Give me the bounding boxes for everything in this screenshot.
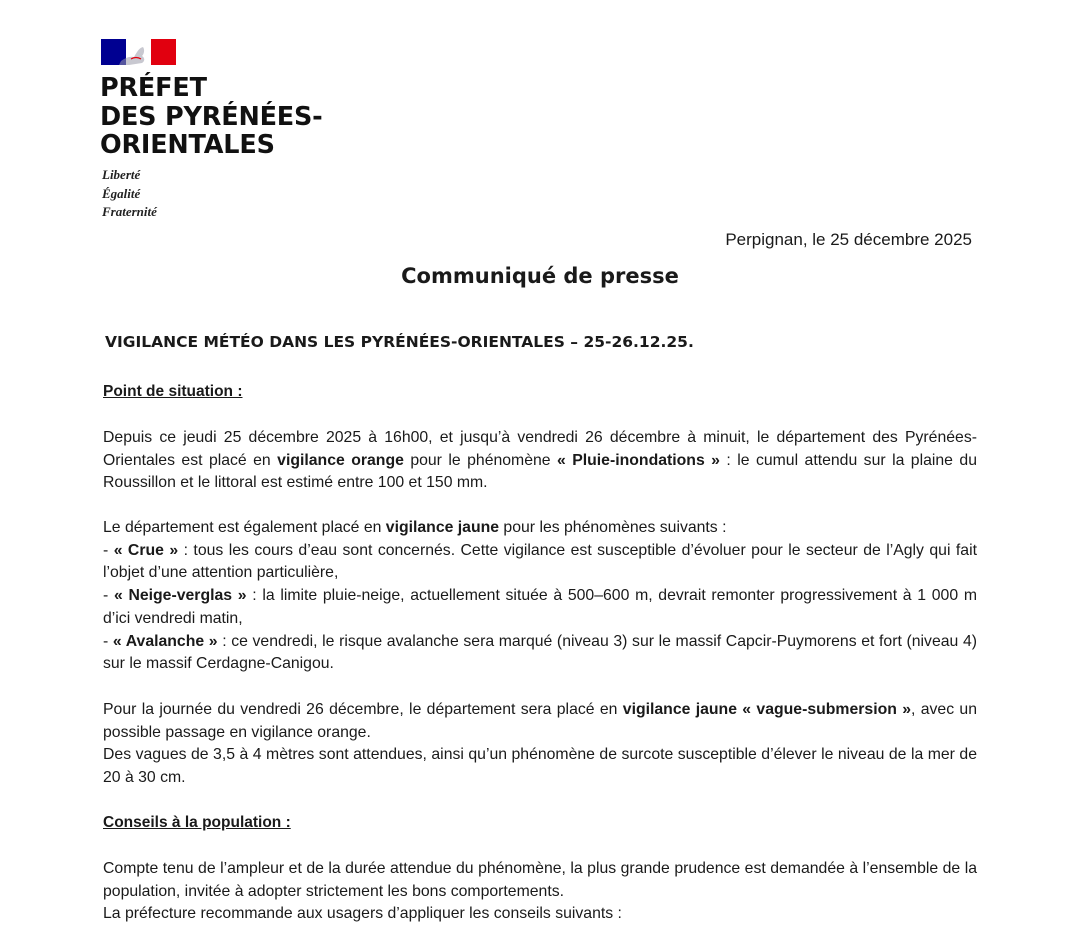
list-item-label: « Avalanche » — [112, 632, 218, 650]
text-run: pour le phénomène — [403, 451, 557, 469]
text-run: Le département est également placé en — [103, 519, 386, 536]
text-run: Depuis ce jeudi 25 décembre 2025 à 16h00, et jusqu’à vendredi 26 décembre à minuit, le département des Pyrénées-Orientales est placé en — [103, 429, 977, 469]
list-item — [103, 585, 977, 630]
list-item-text: : tous les cours d’eau sont concernés. Cette vigilance est susceptible d’évoluer pour le secteur de l’Agly qui fait l’objet d’une attention particulière, — [103, 541, 977, 582]
list-dash: - — [103, 587, 114, 605]
motto-line: Égalité — [102, 185, 141, 201]
emphasis-submersion-vigilance: vigilance jaune « vague-submersion » — [622, 701, 911, 718]
date-location: Perpignan, le 25 décembre 2025 — [725, 230, 972, 249]
prefecture-logo-title — [100, 74, 323, 160]
list-item-label: « Crue » — [113, 541, 179, 559]
situation-paragraph-1 — [103, 427, 977, 495]
motto-line: Fraternité — [102, 204, 157, 219]
list-dash: - — [103, 541, 114, 559]
text-run: , avec un possible passage en vigilance orange. — [103, 701, 977, 741]
submersion-vigilance-text — [103, 699, 977, 744]
emphasis-phenomenon: « Pluie-inondations » — [557, 451, 720, 469]
list-item — [103, 631, 977, 676]
document-headline: VIGILANCE MÉTÉO DANS LES PYRÉNÉES-ORIENTALES – 25-26.12.25. — [105, 333, 694, 351]
text-run: Pour la journée du vendredi 26 décembre, le département sera placé en — [103, 701, 623, 718]
situation-paragraph-3 — [103, 699, 977, 790]
motto-line: Liberté — [102, 167, 141, 182]
text-run: : le cumul attendu sur la plaine du Roussillon et le littoral est estimé entre 100 et 150 mm. — [103, 451, 977, 492]
advice-recommendation: La préfecture recommande aux usagers d’appliquer les conseils suivants : — [103, 905, 622, 923]
list-item-text: : ce vendredi, le risque avalanche sera marqué (niveau 3) sur le massif Capcir-Puymorens et fort (niveau 4) sur le massif Cerdagne-Canigou. — [103, 632, 977, 673]
advice-text: Compte tenu de l’ampleur et de la durée attendue du phénomène, la plus grande prudence est demandée à l’ensemble de la population, invitée à adopter strictement les bons comportements. — [103, 860, 977, 900]
list-dash: - — [103, 632, 113, 650]
logo-title-line: PRÉFET — [100, 73, 207, 103]
yellow-vigilance-intro — [103, 517, 977, 540]
waves-text: Des vagues de 3,5 à 4 mètres sont attendues, ainsi qu’un phénomène de surcote susceptible d’élever le niveau de la mer de 20 à 30 cm. — [103, 746, 977, 787]
situation-section-title: Point de situation : — [103, 383, 243, 400]
republic-motto — [102, 166, 157, 222]
list-item-text: : la limite pluie-neige, actuellement située à 500–600 m, devrait remonter progressivement à 1 000 m d’ici vendredi matin, — [103, 587, 977, 627]
marianne-flag-logo — [101, 39, 176, 65]
emphasis-orange-vigilance: vigilance orange — [277, 451, 404, 469]
list-item-label: « Neige-verglas » — [113, 587, 247, 605]
advice-section-title: Conseils à la population : — [103, 814, 291, 831]
situation-paragraph-2 — [103, 517, 977, 676]
text-run: pour les phénomènes suivants : — [499, 519, 727, 536]
press-release-title: Communiqué de presse — [401, 264, 679, 288]
logo-title-line: ORIENTALES — [100, 130, 275, 160]
list-item — [103, 540, 977, 585]
emphasis-yellow-vigilance: vigilance jaune — [385, 519, 500, 536]
advice-paragraph — [103, 858, 977, 926]
logo-title-line: DES PYRÉNÉES- — [100, 101, 323, 132]
